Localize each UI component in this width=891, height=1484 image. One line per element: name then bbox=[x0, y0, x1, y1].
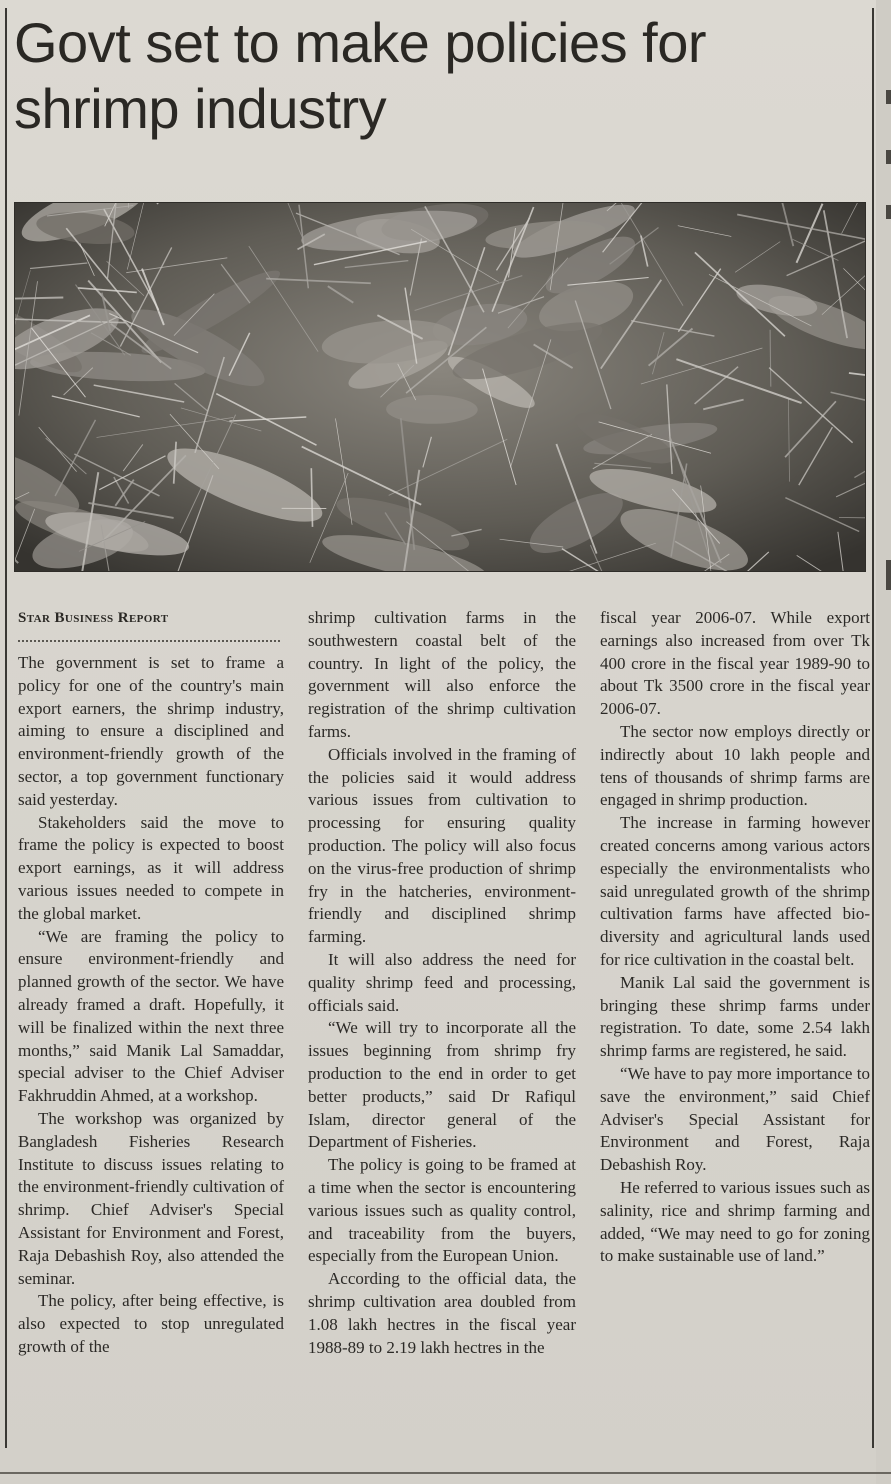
paragraph: It will also address the need for quality shrimp feed and processing, officials said. bbox=[308, 949, 576, 1015]
byline: Star Business Report bbox=[18, 610, 169, 626]
paragraph: The policy, after being effective, is also expected to stop unregulated growth of the bbox=[18, 1291, 284, 1356]
article-column-1 bbox=[18, 652, 284, 1359]
paragraph: The workshop was organized by Bangladesh Fisheries Research Institute to discuss issues relating to the environment-friendly cultivation of shrimp. Chief Adviser's Special Assistant for Environment and Forest, Raja Debashish Roy, also attended the seminar. bbox=[18, 1108, 284, 1288]
adjacent-article-edge bbox=[876, 0, 891, 1484]
page-bottom-rule bbox=[0, 1472, 891, 1474]
paragraph: shrimp cultivation farms in the southwestern coastal belt of the country. In light of the policy, the government will also enforce the registration of the shrimp cultivation farms. bbox=[308, 608, 576, 741]
column-rule-right bbox=[872, 8, 874, 1448]
headline: Govt set to make policies for shrimp industry bbox=[14, 11, 707, 140]
paragraph: “We are framing the policy to ensure environment-friendly and planned growth of the sector. We have already framed a draft. Hopefully, it will be finalized within the next three months,” said Manik Lal Samaddar, special adviser to the Chief Adviser Fakhruddin Ahmed, at a workshop. bbox=[18, 926, 284, 1106]
paragraph: “We have to pay more importance to save the environment,” said Chief Adviser's Special Assistant for Environment and Forest, Raja Debashish Roy. bbox=[600, 1063, 870, 1175]
paragraph: He referred to various issues such as salinity, rice and shrimp farming and added, “We may need to go for zoning to make sustainable use of land.” bbox=[600, 1177, 870, 1266]
paragraph: The sector now employs directly or indirectly about 10 lakh people and tens of thousands of shrimp farms are engaged in shrimp production. bbox=[600, 721, 870, 810]
paragraph: Officials involved in the framing of the policies said it would address various issues from cultivation to processing for ensuring quality production. The policy will also focus on the virus-free production of shrimp fry in the hatcheries, environment-friendly and disciplined shrimp farming. bbox=[308, 744, 576, 947]
paragraph: fiscal year 2006-07. While export earnings also increased from over Tk 400 crore in the fiscal year 1989-90 to about Tk 3500 crore in the fiscal year 2006-07. bbox=[600, 608, 870, 719]
paragraph: According to the official data, the shrimp cultivation area doubled from 1.08 lakh hectres in the fiscal year 1988-89 to 2.19 lakh hectres in the bbox=[308, 1269, 576, 1357]
paragraph: Manik Lal said the government is bringing these shrimp farms under registration. To date, some 2.54 lakh shrimp farms are registered, he said. bbox=[600, 972, 870, 1061]
column-rule-left bbox=[5, 8, 7, 1448]
paragraph: The increase in farming however created concerns among various actors especially the environmentalists who said unregulated growth of the shrimp cultivation farms have affected bio-diversity and agricultural lands used for rice cultivation in the coastal belt. bbox=[600, 813, 870, 969]
shrimp-photo bbox=[14, 202, 866, 572]
paragraph: The government is set to frame a policy for one of the country's main export earners, the shrimp industry, aiming to ensure a disciplined and environment-friendly growth of the sector, a top government functionary said yesterday. bbox=[18, 653, 284, 809]
paragraph: “We will try to incorporate all the issues beginning from shrimp fry production to the end in order to get better products,” said Dr Rafiqul Islam, director general of the Department of Fisheries. bbox=[308, 1018, 576, 1152]
byline-divider bbox=[18, 640, 280, 642]
paragraph: The policy is going to be framed at a time when the sector is encountering various issues such as quality control, and traceability from the buyers, especially from the European Union. bbox=[308, 1155, 576, 1266]
paragraph: Stakeholders said the move to frame the policy is expected to boost export earnings, as it will address various issues needed to compete in the global market. bbox=[18, 812, 284, 923]
article-column-2 bbox=[308, 607, 576, 1359]
article-column-3 bbox=[600, 607, 870, 1268]
shrimp-whisker bbox=[770, 330, 771, 387]
